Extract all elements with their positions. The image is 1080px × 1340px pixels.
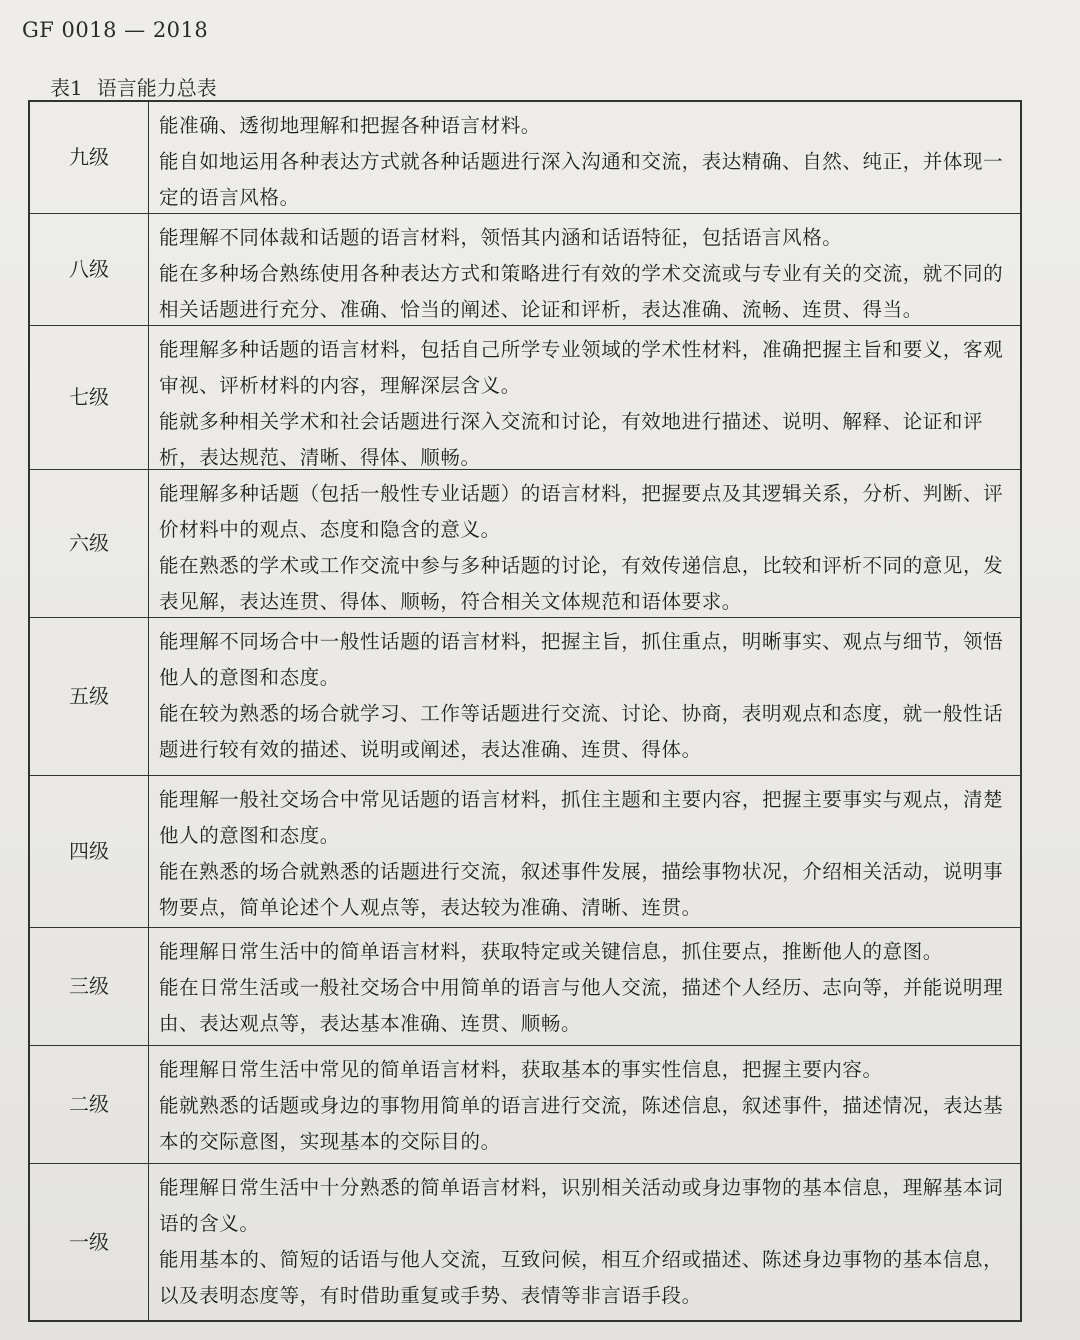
expression-text: 能在熟悉的学术或工作交流中参与多种话题的讨论，有效传递信息，比较和评析不同的意见，发表见解，表达连贯、得体、顺畅，符合相关文体规范和语体要求。 <box>159 554 1004 613</box>
expression-text: 能自如地运用各种表达方式就各种话题进行深入沟通和交流，表达精确、自然、纯正，并体现一定的语言风格。 <box>159 150 1004 209</box>
level-label: 五级 <box>30 618 149 775</box>
table-row <box>30 214 1020 326</box>
expression-text: 能就多种相关学术和社会话题进行深入交流和讨论，有效地进行描述、说明、解释、论证和评析，表达规范、清晰、得体、顺畅。 <box>159 410 984 469</box>
level-description <box>149 214 1020 325</box>
table-row <box>30 1164 1020 1320</box>
level-description <box>149 1046 1020 1163</box>
table-row <box>30 1046 1020 1164</box>
expression-text: 能在熟悉的场合就熟悉的话题进行交流，叙述事件发展，描绘事物状况，介绍相关活动，说明事物要点，简单论述个人观点等，表达较为准确、清晰、连贯。 <box>159 860 1004 919</box>
level-description <box>149 102 1020 213</box>
expression-text: 能就熟悉的话题或身边的事物用简单的语言进行交流，陈述信息，叙述事件，描述情况，表达基本的交际意图，实现基本的交际目的。 <box>159 1094 1004 1153</box>
level-label: 七级 <box>30 326 149 469</box>
table-number: 表1 <box>50 76 83 100</box>
table-row <box>30 618 1020 776</box>
comprehension-text: 能理解日常生活中的简单语言材料，获取特定或关键信息，抓住要点，推断他人的意图。 <box>159 940 943 963</box>
comprehension-text: 能理解多种话题的语言材料，包括自己所学专业领域的学术性材料，准确把握主旨和要义，客观审视、评析材料的内容，理解深层含义。 <box>159 338 1004 397</box>
level-label: 四级 <box>30 776 149 927</box>
comprehension-text: 能理解多种话题（包括一般性专业话题）的语言材料，把握要点及其逻辑关系，分析、判断、评价材料中的观点、态度和隐含的意义。 <box>159 482 1004 541</box>
table-title: 语言能力总表 <box>96 76 217 100</box>
comprehension-text: 能理解一般社交场合中常见话题的语言材料，抓住主题和主要内容，把握主要事实与观点，清楚他人的意图和态度。 <box>159 788 1004 847</box>
table-caption <box>50 72 217 101</box>
table-row <box>30 102 1020 214</box>
comprehension-text: 能理解不同体裁和话题的语言材料，领悟其内涵和话语特征，包括语言风格。 <box>159 226 843 249</box>
level-description <box>149 928 1020 1045</box>
level-label: 三级 <box>30 928 149 1045</box>
level-description <box>149 470 1020 617</box>
comprehension-text: 能准确、透彻地理解和把握各种语言材料。 <box>159 114 541 137</box>
comprehension-text: 能理解不同场合中一般性话题的语言材料，把握主旨，抓住重点，明晰事实、观点与细节，领悟他人的意图和态度。 <box>159 630 1004 689</box>
level-description <box>149 1164 1020 1320</box>
comprehension-text: 能理解日常生活中常见的简单语言材料，获取基本的事实性信息，把握主要内容。 <box>159 1058 883 1081</box>
language-ability-table <box>28 100 1022 1322</box>
level-label: 六级 <box>30 470 149 617</box>
level-description <box>149 618 1020 775</box>
level-description <box>149 776 1020 927</box>
level-label: 二级 <box>30 1046 149 1163</box>
expression-text: 能在多种场合熟练使用各种表达方式和策略进行有效的学术交流或与专业有关的交流，就不同的相关话题进行充分、准确、恰当的阐述、论证和评析，表达准确、流畅、连贯、得当。 <box>159 262 1004 321</box>
comprehension-text: 能理解日常生活中十分熟悉的简单语言材料，识别相关活动或身边事物的基本信息，理解基本词语的含义。 <box>159 1176 1004 1235</box>
table-row <box>30 928 1020 1046</box>
expression-text: 能在日常生活或一般社交场合中用简单的语言与他人交流，描述个人经历、志向等，并能说明理由、表达观点等，表达基本准确、连贯、顺畅。 <box>159 976 1004 1035</box>
table-row <box>30 776 1020 928</box>
standard-code: GF 0018 — 2018 <box>22 18 209 42</box>
table-row <box>30 470 1020 618</box>
expression-text: 能在较为熟悉的场合就学习、工作等话题进行交流、讨论、协商，表明观点和态度，就一般性话题进行较有效的描述、说明或阐述，表达准确、连贯、得体。 <box>159 702 1004 761</box>
level-label: 八级 <box>30 214 149 325</box>
table-row <box>30 326 1020 470</box>
level-label: 一级 <box>30 1164 149 1320</box>
level-label: 九级 <box>30 102 149 213</box>
level-description <box>149 326 1020 469</box>
expression-text: 能用基本的、简短的话语与他人交流，互致问候，相互介绍或描述、陈述身边事物的基本信息，以及表明态度等，有时借助重复或手势、表情等非言语手段。 <box>159 1248 1004 1307</box>
